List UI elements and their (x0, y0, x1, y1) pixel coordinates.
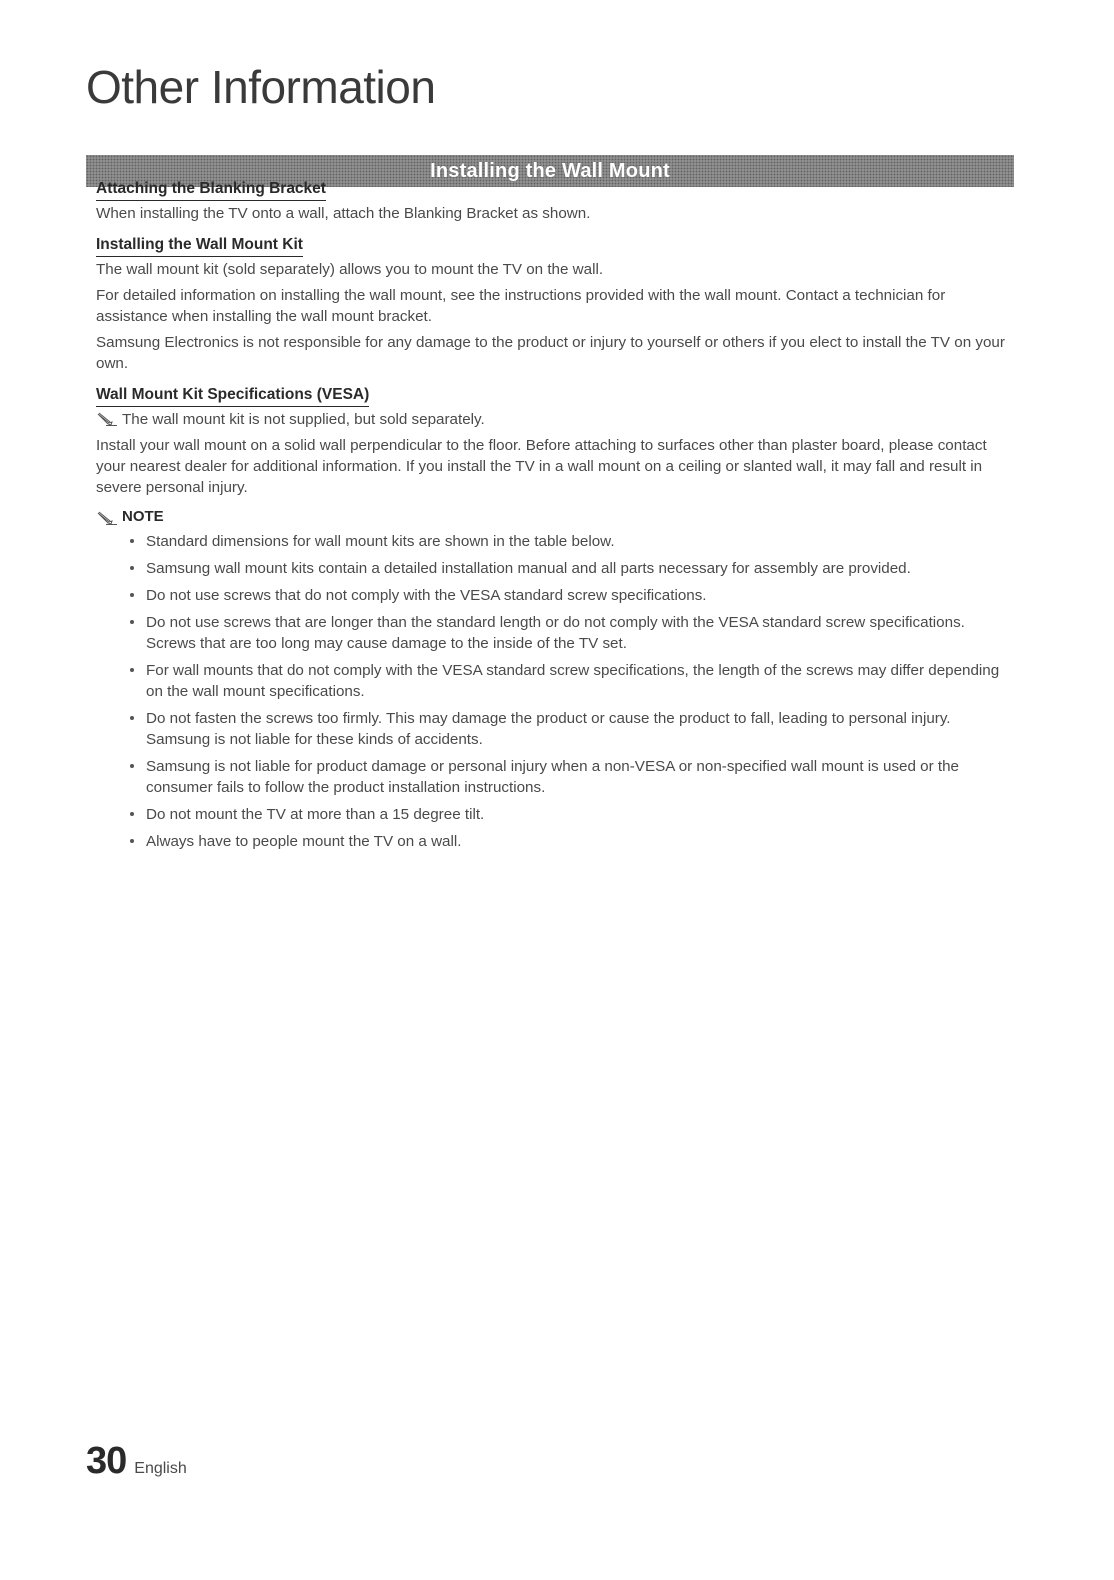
page-title: Other Information (86, 61, 436, 113)
list-item: Do not mount the TV at more than a 15 degree tilt. (128, 804, 1010, 825)
list-item: Do not use screws that do not comply with the VESA standard screw specifications. (128, 585, 1010, 606)
note-heading (96, 506, 1010, 527)
list-item: Do not use screws that are longer than the standard length or do not comply with the VESA standard screw specifications. Screws that are too long may cause damage to the inside of the TV set. (128, 612, 1010, 654)
pencil-note-icon (96, 411, 118, 427)
note-text: The wall mount kit is not supplied, but sold separately. (122, 411, 485, 428)
section-vesa-specs (96, 384, 1010, 852)
paragraph: Install your wall mount on a solid wall perpendicular to the floor. Before attaching to surfaces other than plaster board, please contact your nearest dealer for additional information. If you install the TV in a wall mount on a ceiling or slanted wall, it may fall and result in severe personal injury. (96, 437, 987, 496)
list-item: Samsung is not liable for product damage or personal injury when a non-VESA or non-specified wall mount is used or the consumer fails to follow the product installation instructions. (128, 756, 1010, 798)
list-item: Standard dimensions for wall mount kits are shown in the table below. (128, 531, 1010, 552)
list-item: Samsung wall mount kits contain a detailed installation manual and all parts necessary for assembly are provided. (128, 558, 1010, 579)
paragraph: When installing the TV onto a wall, attach the Blanking Bracket as shown. (96, 205, 591, 222)
heading-wall-mount-kit: Installing the Wall Mount Kit (96, 235, 303, 257)
heading-blanking-bracket: Attaching the Blanking Bracket (96, 179, 326, 201)
list-item: For wall mounts that do not comply with the VESA standard screw specifications, the length of the screws may differ depending on the wall mount specifications. (128, 660, 1010, 702)
list-item: Do not fasten the screws too firmly. This may damage the product or cause the product to fall, leading to personal injury. Samsung is not liable for these kinds of accidents. (128, 708, 1010, 750)
paragraph: For detailed information on installing the wall mount, see the instructions provided with the wall mount. Contact a technician for assistance when installing the wall mount bracket. (96, 287, 946, 325)
page-footer (86, 1440, 187, 1483)
footer-language: English (134, 1460, 187, 1477)
pencil-note-icon (96, 510, 118, 526)
note-line (96, 409, 1010, 430)
section-blanking-bracket (96, 178, 1010, 224)
section-banner-title: Installing the Wall Mount (430, 159, 670, 182)
note-bullet-list (128, 531, 1010, 852)
page-number: 30 (86, 1440, 127, 1482)
paragraph: The wall mount kit (sold separately) allows you to mount the TV on the wall. (96, 261, 604, 278)
section-wall-mount-kit (96, 234, 1010, 374)
paragraph: Samsung Electronics is not responsible for any damage to the product or injury to yourself or others if you elect to install the TV on your own. (96, 334, 1005, 372)
note-heading-text: NOTE (122, 508, 164, 525)
content (96, 178, 1010, 862)
list-item: Always have to people mount the TV on a wall. (128, 831, 1010, 852)
heading-vesa-specs: Wall Mount Kit Specifications (VESA) (96, 385, 369, 407)
